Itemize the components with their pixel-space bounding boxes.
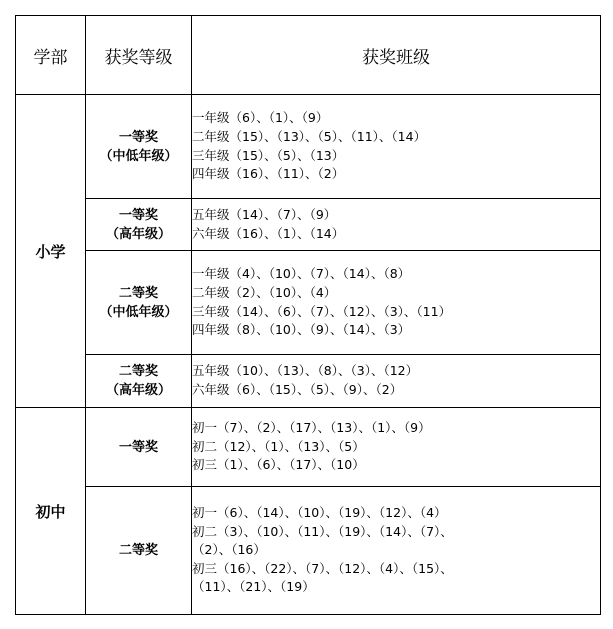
class-line: （11）、（21）、（19） [192, 579, 315, 595]
class-line: 五年级（10）、（13）、（8）、（3）、（12） [192, 363, 419, 379]
table-row [16, 199, 601, 251]
header-department: 学部 [16, 16, 86, 95]
award-level-cell [86, 199, 192, 251]
award-level-cell [86, 355, 192, 408]
class-line: （2）、（16） [192, 542, 266, 558]
award-level-label: 二等奖 [118, 364, 158, 379]
class-line: 五年级（14）、（7）、（9） [192, 206, 337, 222]
class-line: 二年级（2）、（10）、（4） [192, 284, 337, 300]
award-level-note: （中低年级） [99, 148, 178, 164]
award-classes-cell [192, 251, 601, 355]
class-line: 一年级（4）、（10）、（7）、（14）、（8） [192, 266, 411, 282]
header-award-classes: 获奖班级 [192, 16, 601, 95]
award-level-label: 一等奖 [118, 129, 158, 145]
class-line: 二年级（15）、（13）、（5）、（11）、（14） [192, 128, 427, 144]
header-award-level: 获奖等级 [86, 16, 192, 95]
award-level-cell [86, 251, 192, 355]
class-line: 四年级（16）、（11）、（2） [192, 166, 345, 182]
award-level-label: 二等奖 [118, 543, 158, 558]
award-level-note: （高年级） [105, 226, 171, 242]
table-row [16, 251, 601, 355]
award-level-cell [86, 487, 192, 615]
award-classes-cell [192, 355, 601, 408]
class-line: 一年级（6）、（1）、（9） [192, 110, 329, 126]
award-level-cell [86, 95, 192, 199]
class-line: 六年级（6）、（15）、（5）、（9）、（2） [192, 382, 403, 397]
class-line: 六年级（16）、（1）、（14） [192, 225, 345, 241]
award-level-label: 一等奖 [118, 439, 158, 455]
class-line: 三年级（15）、（5）、（13） [192, 147, 345, 163]
class-line: 初三（16）、（22）、（7）、（12）、（4）、（15）、 [192, 560, 453, 576]
table-row [16, 355, 601, 408]
award-classes-cell [192, 487, 601, 615]
department-cell: 小学 [16, 95, 86, 408]
table-row [16, 408, 601, 487]
class-line: 四年级（8）、（10）、（9）、（14）、（3） [192, 322, 411, 338]
class-line: 初一（7）、（2）、（17）、（13）、（1）、（9） [192, 420, 431, 436]
awards-table [15, 15, 601, 615]
award-level-label: 一等奖 [118, 207, 158, 223]
table-row [16, 95, 601, 199]
class-line: 初一（6）、（14）、（10）、（19）、（12）、（4） [192, 505, 447, 521]
class-line: 初二（12）、（1）、（13）、（5） [192, 438, 365, 454]
award-level-note: （中低年级） [99, 304, 178, 320]
table-row [16, 487, 601, 615]
department-cell: 初中 [16, 408, 86, 615]
award-classes-cell [192, 199, 601, 251]
class-line: 初二（3）、（10）、（11）、（19）、（14）、（7）、 [192, 523, 453, 539]
award-classes-cell [192, 95, 601, 199]
header-row [16, 16, 601, 95]
class-line: 三年级（14）、（6）、（7）、（12）、（3）、（11） [192, 303, 452, 319]
class-line: 初三（1）、（6）、（17）、（10） [192, 457, 365, 473]
award-level-label: 二等奖 [118, 285, 158, 301]
award-level-cell [86, 408, 192, 487]
award-classes-cell [192, 408, 601, 487]
award-level-note: （高年级） [105, 383, 171, 398]
